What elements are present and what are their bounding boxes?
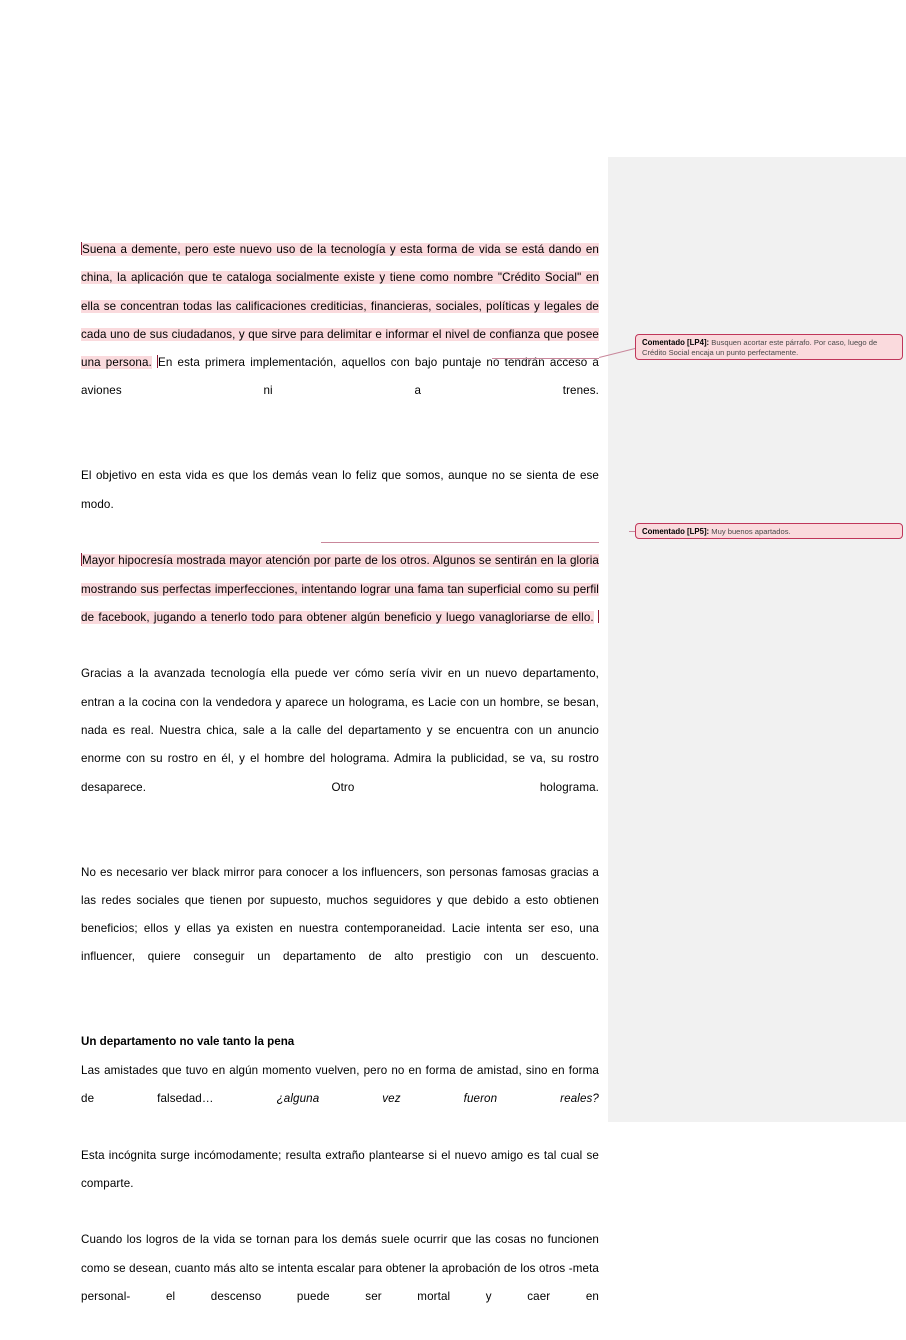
comment-text-lp5: Muy buenos apartados.: [711, 527, 791, 536]
paragraph-8: [81, 1226, 599, 1339]
paragraph-7-text: Esta incógnita surge incómodamente; resulta extraño plantearse si el nuevo amigo es tal cual se comparte.: [81, 1148, 599, 1190]
comment-anchor-rule-lp5: [321, 542, 599, 543]
comment-margin-pane: [608, 157, 906, 1122]
comment-anchor-rule-lp4: [492, 358, 599, 359]
comment-anchor-mark-lp4-start: [81, 242, 82, 255]
paragraph-6-text: Las amistades que tuvo en algún momento vuelven, pero no en forma de amistad, sino en forma de falsedad…: [81, 1063, 599, 1105]
paragraph-1-highlighted-text: Suena a demente, pero este nuevo uso de la tecnología y esta forma de vida se está dando en china, la aplicación que te cataloga socialmente existe y tiene como nombre "Crédito Social" en ella se concentran todas las calificaciones crediticias, financieras, sociales, políticas y legales de cada uno de sus ciudadanos, y que sirve para delimitar e informar el nivel de confianza que posee una persona.: [81, 243, 599, 370]
paragraph-1-trailing-text: En esta primera implementación, aquellos con bajo puntaje no tendrán acceso a aviones ni a trenes.: [81, 356, 599, 398]
paragraph-3: [81, 547, 599, 660]
paragraph-5-text: No es necesario ver black mirror para conocer a los influencers, son personas famosas gracias a las redes sociales que tienen por supuesto, muchos seguidores y que debido a esto obtienen beneficios; ellos y ellas ya existen en nuestra contemporaneidad. Lacie intenta ser eso, una influencer, quiere conseguir un departamento de alto prestigio con un descuento.: [81, 865, 599, 964]
comment-balloon-lp4[interactable]: [635, 334, 903, 360]
comment-anchor-mark-lp4-end: [157, 355, 158, 368]
comment-balloon-lp5[interactable]: [635, 523, 903, 539]
paragraph-8-text: Cuando los logros de la vida se tornan para los demás suele ocurrir que las cosas no funcionen como se desean, cuanto más alto se intenta escalar para obtener la aprobación de los otros -meta personal- el descenso puede ser mortal y caer en: [81, 1233, 599, 1303]
paragraph-7: [81, 1142, 599, 1227]
paragraph-2: [81, 462, 599, 547]
paragraph-2-text: El objetivo en esta vida es que los demás vean lo feliz que somos, aunque no se sienta de ese modo.: [81, 469, 599, 511]
comment-label-lp4: Comentado [LP4]:: [642, 338, 710, 347]
comment-anchor-mark-lp5-end: [598, 610, 599, 623]
paragraph-4-text: Gracias a la avanzada tecnología ella puede ver cómo sería vivir en un nuevo departamento, entran a la cocina con la vendedora y aparece un holograma, es Lacie con un hombre, se besan, nada es real. Nuestra chica, sale a la calle del departamento y se encuentra con un anuncio enorme con su rostro en él, y el hombre del holograma. Admira la publicidad, se va, su rostro desaparece. Otro holograma.: [81, 667, 599, 794]
paragraph-spacer-3: [81, 1000, 599, 1028]
comment-anchor-mark-lp5-start: [81, 553, 82, 566]
comment-text-lp4: Busquen acortar este párrafo. Por caso, luego de Crédito Social encaja un punto perfectamente.: [642, 338, 878, 358]
paragraph-6: [81, 1057, 599, 1142]
paragraph-4: [81, 660, 599, 830]
comment-label-lp5: Comentado [LP5]:: [642, 527, 710, 536]
paragraph-spacer-1: [81, 434, 599, 462]
paragraph-5: [81, 859, 599, 1000]
document-text-column: [81, 236, 599, 1340]
paragraph-3-highlighted-text: Mayor hipocresía mostrada mayor atención por parte de los otros. Algunos se sentirán en la gloria mostrando sus perfectas imperfecciones, intentando lograr una fama tan superficial como su perfil de facebook, jugando a tenerlo todo para obtener algún beneficio y luego vanagloriarse de ello.: [81, 554, 599, 624]
paragraph-spacer-2: [81, 830, 599, 858]
paragraph-1: [81, 236, 599, 434]
paragraph-6-italic-question: ¿alguna vez fueron reales?: [276, 1091, 599, 1105]
section-heading: Un departamento no vale tanto la pena: [81, 1035, 295, 1049]
